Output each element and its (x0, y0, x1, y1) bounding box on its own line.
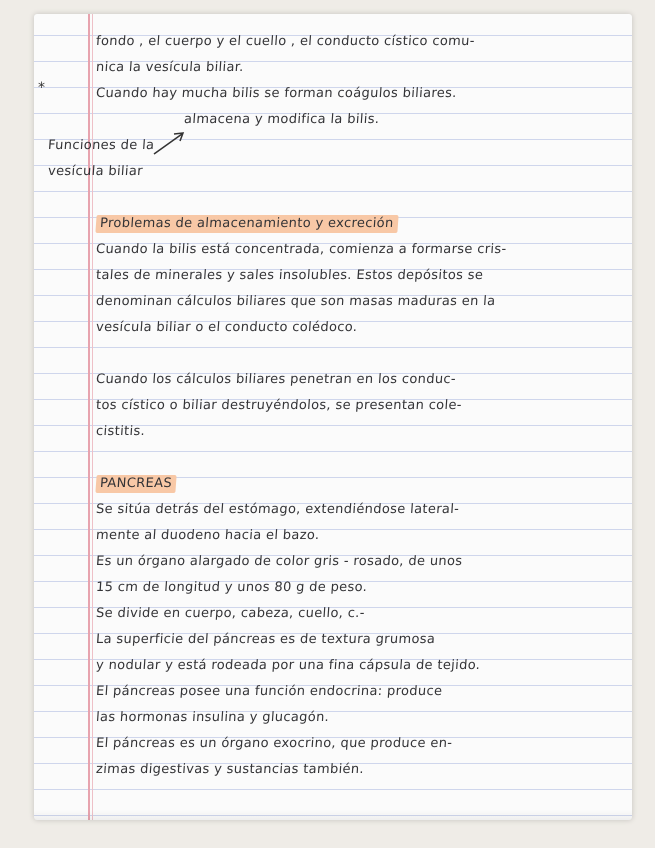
text-line: Se divide en cuerpo, cabeza, cuello, c.- (95, 606, 366, 621)
text-line: tales de minerales y sales insolubles. Estos depósitos se (95, 268, 484, 283)
text-line: vesícula biliar o el conducto colédoco. (95, 320, 358, 335)
text-line: La superficie del páncreas es de textura grumosa (95, 632, 436, 647)
margin-line (88, 14, 90, 820)
text-line: las hormonas insulina y glucagón. (95, 710, 330, 725)
text-line: El páncreas es un órgano exocrino, que produce en- (95, 736, 453, 751)
text-line: Cuando la bilis está concentrada, comienza a formarse cris- (95, 242, 508, 257)
text-line: Cuando los cálculos biliares penetran en los conduc- (95, 372, 457, 387)
notebook-page (34, 14, 632, 820)
text-line: 15 cm de longitud y unos 80 g de peso. (95, 580, 368, 595)
section-heading: Problemas de almacenamiento y excreción (95, 215, 398, 233)
section-heading-line (95, 215, 624, 233)
section-heading-line (95, 475, 624, 493)
text-line: mente al duodeno hacia el bazo. (95, 528, 320, 543)
page-shadow (34, 810, 632, 820)
bullet-asterisk: * (38, 80, 45, 96)
text-line: zimas digestivas y sustancias también. (95, 762, 365, 777)
text-line: fondo , el cuerpo y el cuello , el conducto cístico comu- (95, 34, 476, 49)
text-line: vesícula biliar (47, 164, 144, 179)
text-line: almacena y modifica la bilis. (183, 112, 380, 127)
text-line: El páncreas posee una función endocrina: produce (95, 684, 443, 699)
text-line: nica la vesícula biliar. (95, 60, 245, 75)
text-line: y nodular y está rodeada por una fina cápsula de tejido. (95, 658, 481, 673)
text-line: Se sitúa detrás del estómago, extendiéndose lateral- (95, 502, 460, 517)
section-heading-pancreas: PANCREAS (95, 475, 176, 493)
text-line: tos cístico o biliar destruyéndolos, se presentan cole- (95, 398, 463, 413)
text-line: denominan cálculos biliares que son masas maduras en la (95, 294, 496, 309)
text-line: Funciones de la (47, 138, 155, 153)
text-line: cistitis. (95, 424, 146, 439)
margin-line-secondary (92, 14, 93, 820)
text-line: Es un órgano alargado de color gris - rosado, de unos (95, 554, 463, 569)
text-line: Cuando hay mucha bilis se forman coágulos biliares. (95, 86, 458, 101)
